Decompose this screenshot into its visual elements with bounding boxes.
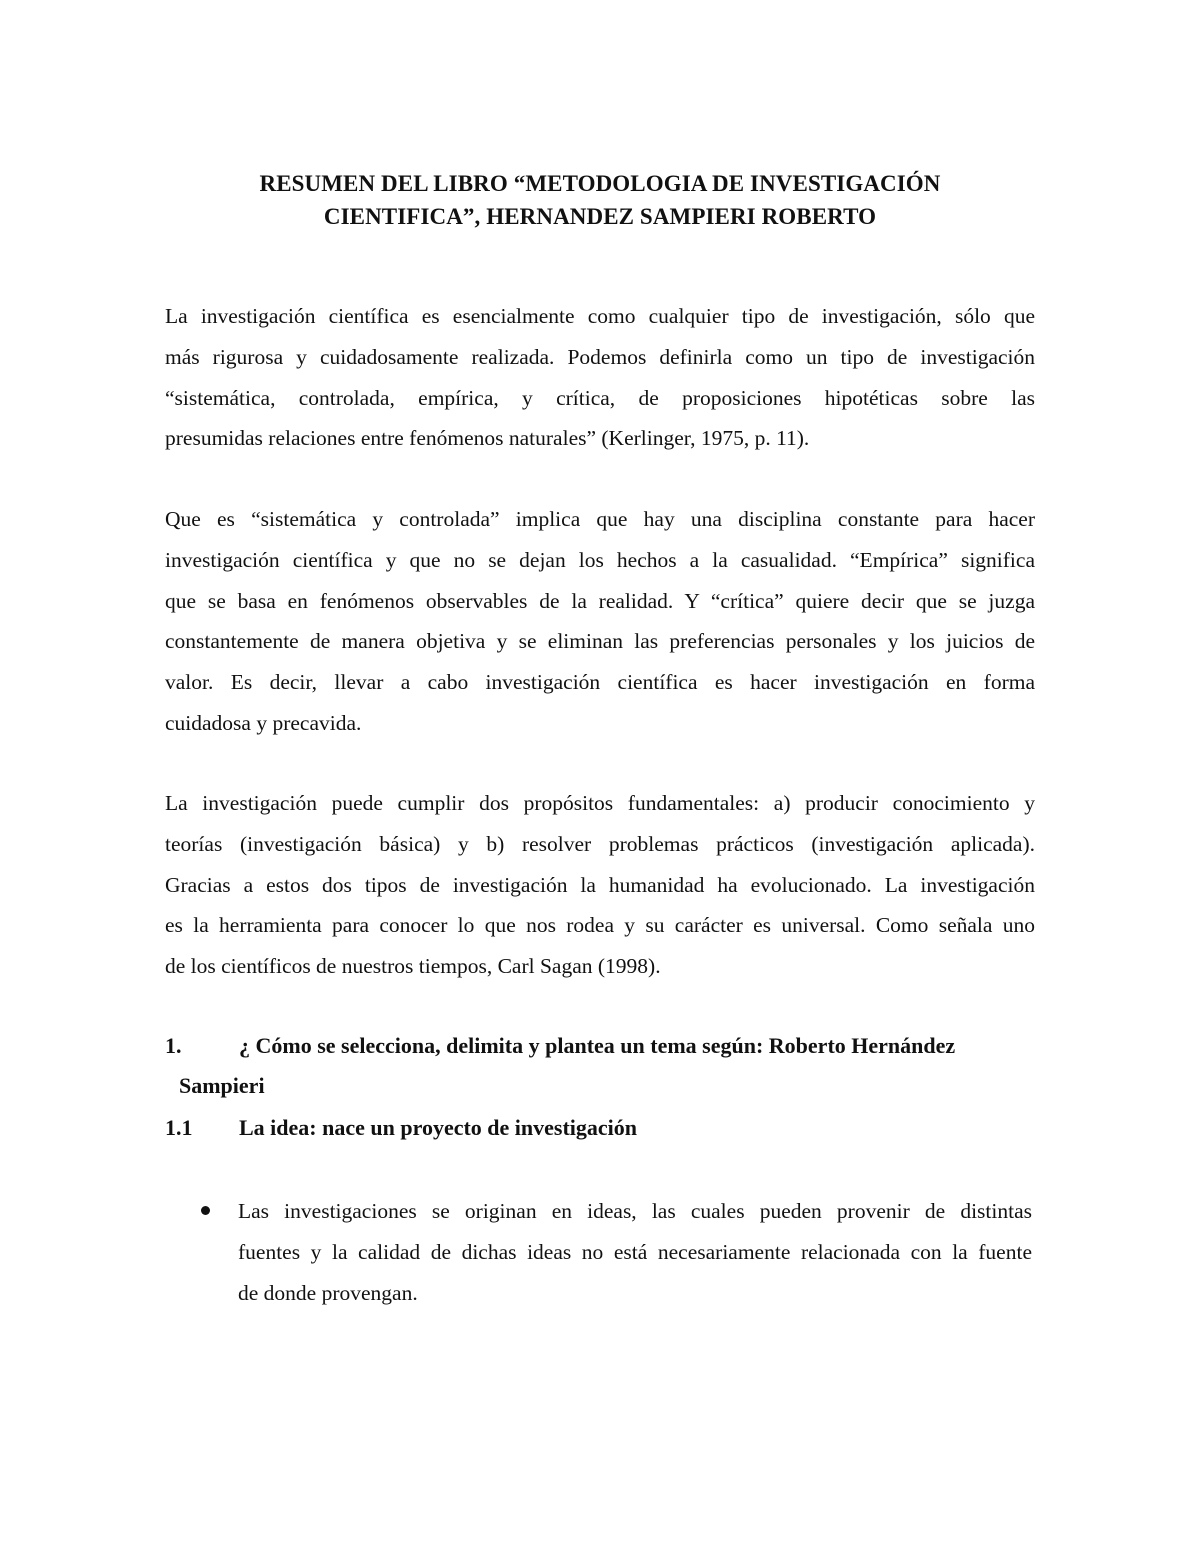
paragraph-line: Que es “sistemática y controlada” implica que hay una disciplina constante para hacer xyxy=(165,507,1035,531)
paragraph-line: presumidas relaciones entre fenómenos naturales” (Kerlinger, 1975, p. 11). xyxy=(165,426,810,451)
title-line-2: CIENTIFICA”, HERNANDEZ SAMPIERI ROBERTO xyxy=(323,204,877,229)
subsection-heading-text: La idea: nace un proyecto de investigación xyxy=(239,1115,638,1140)
section-number: 1. xyxy=(165,1033,182,1058)
paragraph-line: teorías (investigación básica) y b) resolver problemas prácticos (investigación aplicada). xyxy=(165,831,1035,856)
subsection-number: 1.1 xyxy=(165,1115,193,1140)
paragraph-definition xyxy=(165,499,1035,744)
bullet-icon xyxy=(201,1206,210,1215)
paragraph-line: La investigación científica es esencialmente como cualquier tipo de investigación, sólo que xyxy=(165,304,1035,328)
paragraph-line: investigación científica y que no se dejan los hechos a la casualidad. “Empírica” significa xyxy=(165,547,1035,572)
subsection-heading-1-1 xyxy=(165,1108,637,1148)
bullet-text xyxy=(238,1191,1032,1313)
paragraph-line: que se basa en fenómenos observables de la realidad. Y “crítica” quiere decir que se juzga xyxy=(165,588,1035,613)
section-heading-text-line2: Sampieri xyxy=(179,1073,265,1098)
paragraph-line: Gracias a estos dos tipos de investigación la humanidad ha evolucionado. La investigación xyxy=(165,872,1035,897)
paragraph-line: “sistemática, controlada, empírica, y crítica, de proposiciones hipotéticas sobre las xyxy=(165,385,1035,410)
bullet-line: de donde provengan. xyxy=(238,1280,418,1305)
paragraph-purposes xyxy=(165,783,1035,987)
bullet-line: fuentes y la calidad de dichas ideas no está necesariamente relacionada con la fuente xyxy=(238,1239,1032,1264)
paragraph-line: constantemente de manera objetiva y se eliminan las preferencias personales y los juicios de xyxy=(165,629,1035,654)
section-heading-1-continuation xyxy=(179,1066,265,1106)
paragraph-line: más rigurosa y cuidadosamente realizada. Podemos definirla como un tipo de investigación xyxy=(165,344,1035,369)
paragraph-intro xyxy=(165,296,1035,459)
paragraph-line: La investigación puede cumplir dos propósitos fundamentales: a) producir conocimiento y xyxy=(165,791,1035,815)
section-heading-1 xyxy=(165,1026,1035,1066)
paragraph-line: cuidadosa y precavida. xyxy=(165,710,362,735)
title-line-1: RESUMEN DEL LIBRO “METODOLOGIA DE INVESTIGACIÓN xyxy=(259,171,941,196)
paragraph-line: valor. Es decir, llevar a cabo investigación científica es hacer investigación en forma xyxy=(165,670,1035,695)
document-title xyxy=(165,167,1035,233)
section-heading-text: ¿ Cómo se selecciona, delimita y plantea un tema según: Roberto Hernández xyxy=(239,1033,956,1058)
bullet-line: Las investigaciones se originan en ideas, las cuales pueden provenir de distintas xyxy=(238,1199,1032,1223)
paragraph-line: es la herramienta para conocer lo que nos rodea y su carácter es universal. Como señala uno xyxy=(165,913,1035,938)
paragraph-line: de los científicos de nuestros tiempos, Carl Sagan (1998). xyxy=(165,954,661,979)
